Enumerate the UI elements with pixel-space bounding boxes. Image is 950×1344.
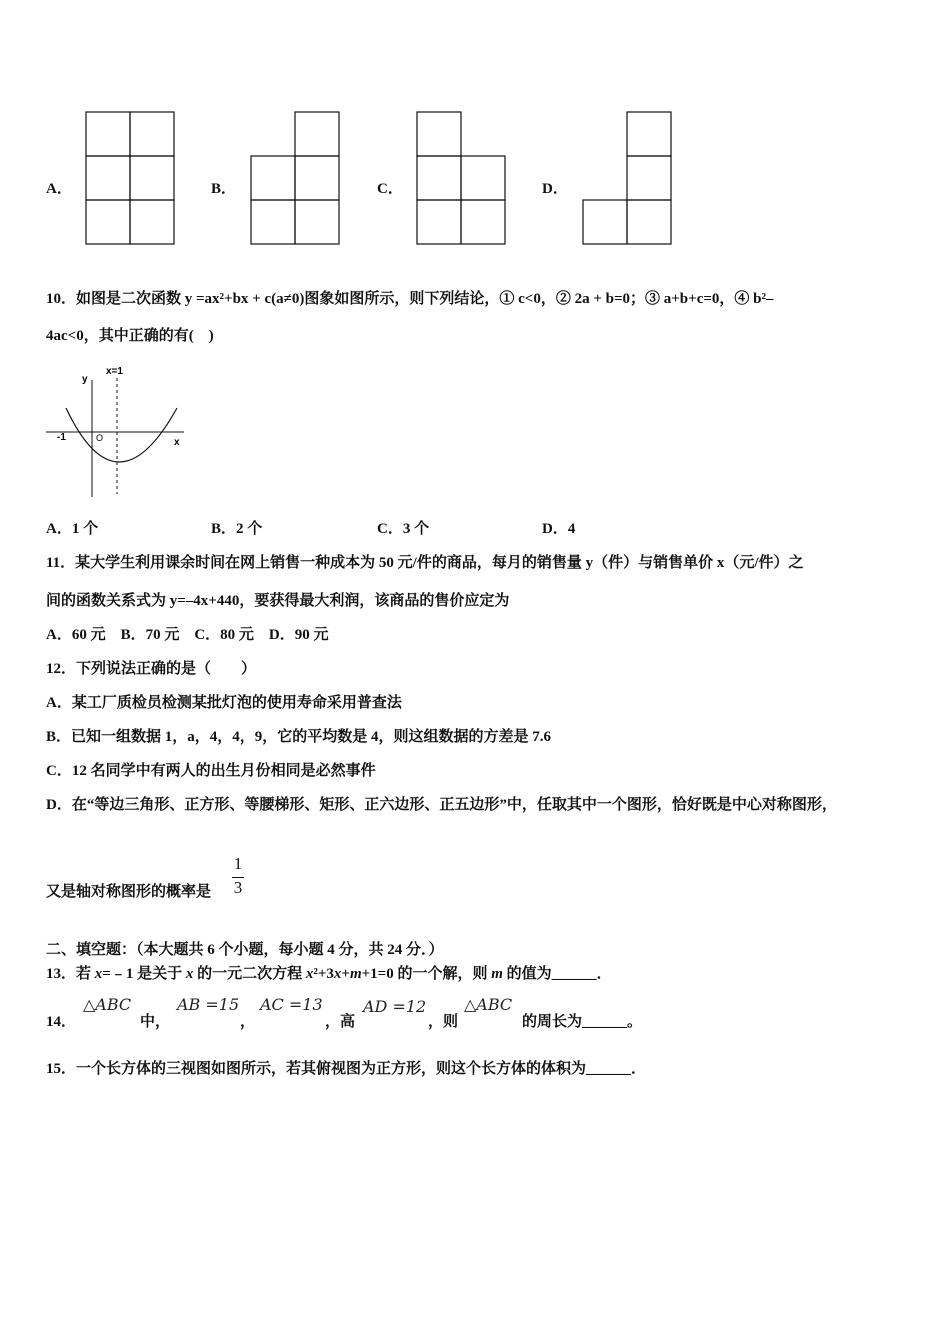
q14-ac-value: AC =13 [260,995,323,1014]
q10-option-d: D．4 [542,521,576,537]
q14-ab-value: AB =15 [177,995,240,1014]
q14-ze: ，则 [428,1014,459,1030]
q9-option-d-label: D． [542,181,568,197]
q14-ad-value: AD =12 [363,997,427,1016]
q9-option-a-label: A． [46,181,72,197]
q13-stem: 13．若 x=﹣1 是关于 x 的一元二次方程 x²+3x+m+1=0 的一个解，则 m 的值为______． [46,966,612,982]
q9-option-c-figure [416,111,508,245]
q9-option-d-figure [582,111,674,245]
x-axis-label: x [174,437,180,448]
q10-option-a: A．1 个 [46,521,99,537]
section-2-heading: 二、填空题：（本大题共 6 个小题，每小题 4 分，共 24 分．） [46,942,444,958]
q14-tail: 的周长为______。 [522,1014,643,1030]
q14-number: 14． [46,1014,77,1030]
fraction-numerator: 1 [233,854,243,873]
q14-gao: ，高 [325,1014,356,1030]
origin-label: O [96,433,104,443]
q15-stem: 15．一个长方体的三视图如图所示，若其俯视图为正方形，则这个长方体的体积为______． [46,1061,647,1077]
parabola-curve [66,408,177,462]
q14-triangle-abc-1: △ABC [83,995,132,1014]
q10-stem-line1: 10．如图是二次函数 y =ax²+bx + c(a≠0)图象如图所示，则下列结论，① c<0，② 2a + b=0；③ a+b+c=0，④ b²– [46,291,774,307]
q9-option-a-figure [85,111,177,245]
y-axis-label: y [82,374,88,385]
q11-stem-line1: 11．某大学生利用课余时间在网上销售一种成本为 50 元/件的商品，每月的销售量 y（件）与销售单价 x（元/件）之 [46,555,804,571]
q9-option-c-label: C． [377,181,403,197]
q14-zhong: 中， [140,1014,171,1030]
q12-option-b: B．已知一组数据 1，a，4，4，9，它的平均数是 4，则这组数据的方差是 7.6 [46,729,552,745]
fraction-denominator: 3 [233,878,243,897]
q10-option-c: C．3 个 [377,521,430,537]
symmetry-label: x=1 [106,366,123,377]
q10-parabola-graph [44,364,194,502]
q10-stem-line2: 4ac<0，其中正确的有( ) [46,328,214,344]
q12-option-a: A．某工厂质检员检测某批灯泡的使用寿命采用普查法 [46,695,402,711]
q12-option-c: C．12 名同学中有两人的出生月份相同是必然事件 [46,763,376,779]
neg-one-label: -1 [57,432,66,443]
q14-comma: ， [240,1014,256,1030]
q12-option-d-line1: D．在“等边三角形、正方形、等腰梯形、矩形、正六边形、正五边形”中，任取其中一个图形，恰好既是中心对称图形， [46,797,837,813]
q9-option-b-figure [250,111,342,245]
q14-triangle-abc-2: △ABC [464,995,513,1014]
q10-option-b: B．2 个 [211,521,263,537]
q9-option-b-label: B． [211,181,237,197]
q12-option-d-line2: 又是轴对称图形的概率是 [46,884,212,900]
q11-options: A．60 元 B．70 元 C．80 元 D．90 元 [46,627,329,643]
q11-stem-line2: 间的函数关系式为 y=–4x+440，要获得最大利润，该商品的售价应定为 [46,593,510,609]
q12-stem: 12．下列说法正确的是（ ） [46,661,257,677]
